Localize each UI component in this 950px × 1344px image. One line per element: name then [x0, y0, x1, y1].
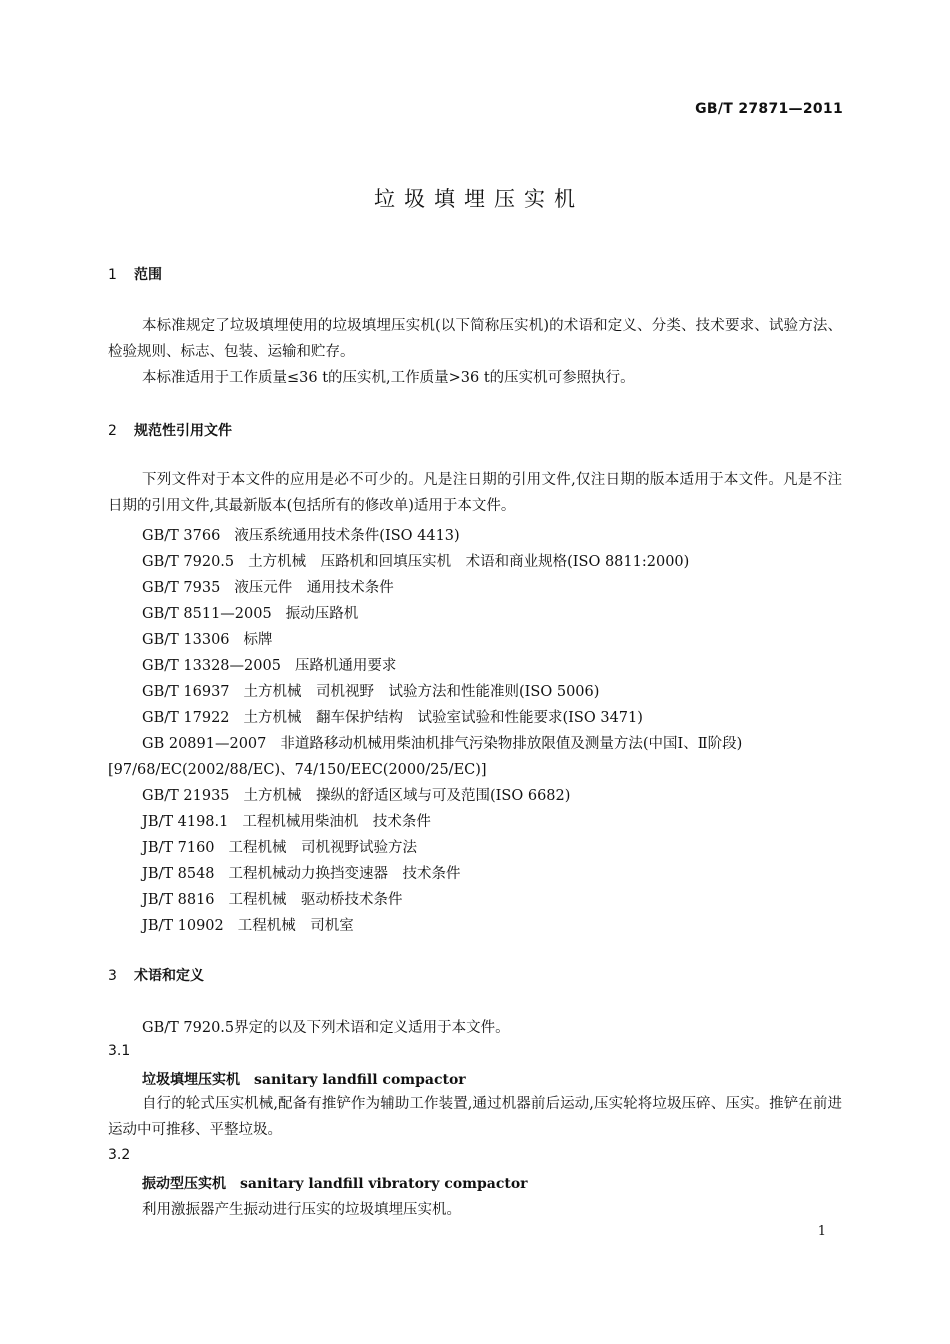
reference-item [142, 732, 742, 753]
reference-code: GB/T 13306 [142, 632, 230, 648]
reference-code: GB/T 16937 [142, 684, 230, 700]
term-english: sanitary landfill compactor [254, 1072, 466, 1088]
reference-item [142, 888, 403, 909]
references-intro: 下列文件对于本文件的应用是必不可少的。凡是注日期的引用文件,仅注日期的版本适用于本文件。凡是不注日期的引用文件,其最新版本(包括所有的修改单)适用于本文件。 [108, 472, 842, 514]
section-1-heading [108, 264, 162, 284]
reference-title: 标牌 [243, 632, 273, 648]
standard-code: GB/T 27871—2011 [695, 101, 843, 117]
section-number: 1 [108, 267, 117, 283]
reference-code: JB/T 4198.1 [142, 814, 229, 830]
reference-title: 土方机械 翻车保护结构 试验室试验和性能要求(ISO 3471) [243, 710, 643, 726]
reference-code: GB/T 7920.5 [142, 554, 235, 570]
reference-item [142, 576, 394, 597]
section-3-heading [108, 965, 204, 985]
page-number: 1 [817, 1224, 826, 1239]
term-chinese: 垃圾填埋压实机 [142, 1072, 240, 1088]
reference-item [142, 810, 431, 831]
reference-code: GB/T 13328—2005 [142, 658, 281, 674]
reference-title: 压路机通用要求 [294, 658, 397, 674]
reference-item [142, 862, 461, 883]
term-heading [142, 1173, 528, 1193]
reference-item [142, 680, 599, 701]
scope-paragraph-2: 本标准适用于工作质量≤36 t的压实机,工作质量>36 t的压实机可参照执行。 [142, 370, 635, 386]
reference-item [142, 836, 417, 857]
reference-item [142, 654, 396, 675]
reference-continuation: [97/68/EC(2002/88/EC)、74/150/EEC(2000/25/EC)] [108, 762, 487, 778]
term-english: sanitary landfill vibratory compactor [240, 1176, 528, 1192]
clause-number: 3.1 [108, 1043, 131, 1059]
reference-code: GB/T 3766 [142, 528, 221, 544]
reference-code: JB/T 8548 [142, 866, 215, 882]
reference-item [142, 602, 358, 623]
reference-title: 非道路移动机械用柴油机排气污染物排放限值及测量方法(中国Ⅰ、Ⅱ阶段) [280, 736, 743, 752]
reference-code: JB/T 8816 [142, 892, 215, 908]
reference-item [142, 628, 273, 649]
reference-code: GB/T 7935 [142, 580, 221, 596]
reference-title: 工程机械 驱动桥技术条件 [228, 892, 403, 908]
reference-item [142, 524, 460, 545]
reference-code: GB 20891—2007 [142, 736, 267, 752]
section-title: 范围 [134, 267, 162, 283]
reference-item [142, 550, 689, 571]
reference-code: GB/T 21935 [142, 788, 230, 804]
reference-title: 工程机械 司机视野试验方法 [228, 840, 418, 856]
reference-item [142, 914, 354, 935]
reference-code: JB/T 10902 [142, 918, 224, 934]
reference-title: 土方机械 压路机和回填压实机 术语和商业规格(ISO 8811:2000) [248, 554, 690, 570]
reference-title: 液压系统通用技术条件(ISO 4413) [234, 528, 460, 544]
terms-intro: GB/T 7920.5界定的以及下列术语和定义适用于本文件。 [142, 1020, 510, 1036]
reference-title: 土方机械 操纵的舒适区域与可及范围(ISO 6682) [243, 788, 571, 804]
term-definition: 自行的轮式压实机械,配备有推铲作为辅助工作装置,通过机器前后运动,压实轮将垃圾压碎、压实。推铲在前进运动中可推移、平整垃圾。 [108, 1096, 842, 1138]
document-title: 垃圾填埋压实机 [374, 187, 584, 211]
reference-title: 工程机械用柴油机 技术条件 [242, 814, 431, 830]
reference-title: 液压元件 通用技术条件 [234, 580, 394, 596]
reference-title: 工程机械 司机室 [237, 918, 354, 934]
reference-code: JB/T 7160 [142, 840, 215, 856]
section-number: 3 [108, 968, 117, 984]
reference-code: GB/T 8511—2005 [142, 606, 272, 622]
reference-title: 土方机械 司机视野 试验方法和性能准则(ISO 5006) [243, 684, 600, 700]
reference-title: 工程机械动力换挡变速器 技术条件 [228, 866, 461, 882]
section-title: 术语和定义 [134, 968, 204, 984]
term-heading [142, 1069, 466, 1089]
term-chinese: 振动型压实机 [142, 1176, 226, 1192]
scope-paragraph-1: 本标准规定了垃圾填埋使用的垃圾填埋压实机(以下简称压实机)的术语和定义、分类、技术要求、试验方法、检验规则、标志、包装、运输和贮存。 [108, 318, 842, 360]
clause-number: 3.2 [108, 1147, 131, 1163]
section-number: 2 [108, 423, 117, 439]
reference-title: 振动压路机 [285, 606, 359, 622]
reference-item [142, 706, 643, 727]
term-definition: 利用激振器产生振动进行压实的垃圾填埋压实机。 [142, 1202, 461, 1218]
reference-code: GB/T 17922 [142, 710, 230, 726]
section-2-heading [108, 420, 232, 440]
section-title: 规范性引用文件 [134, 423, 232, 439]
reference-item [142, 784, 570, 805]
